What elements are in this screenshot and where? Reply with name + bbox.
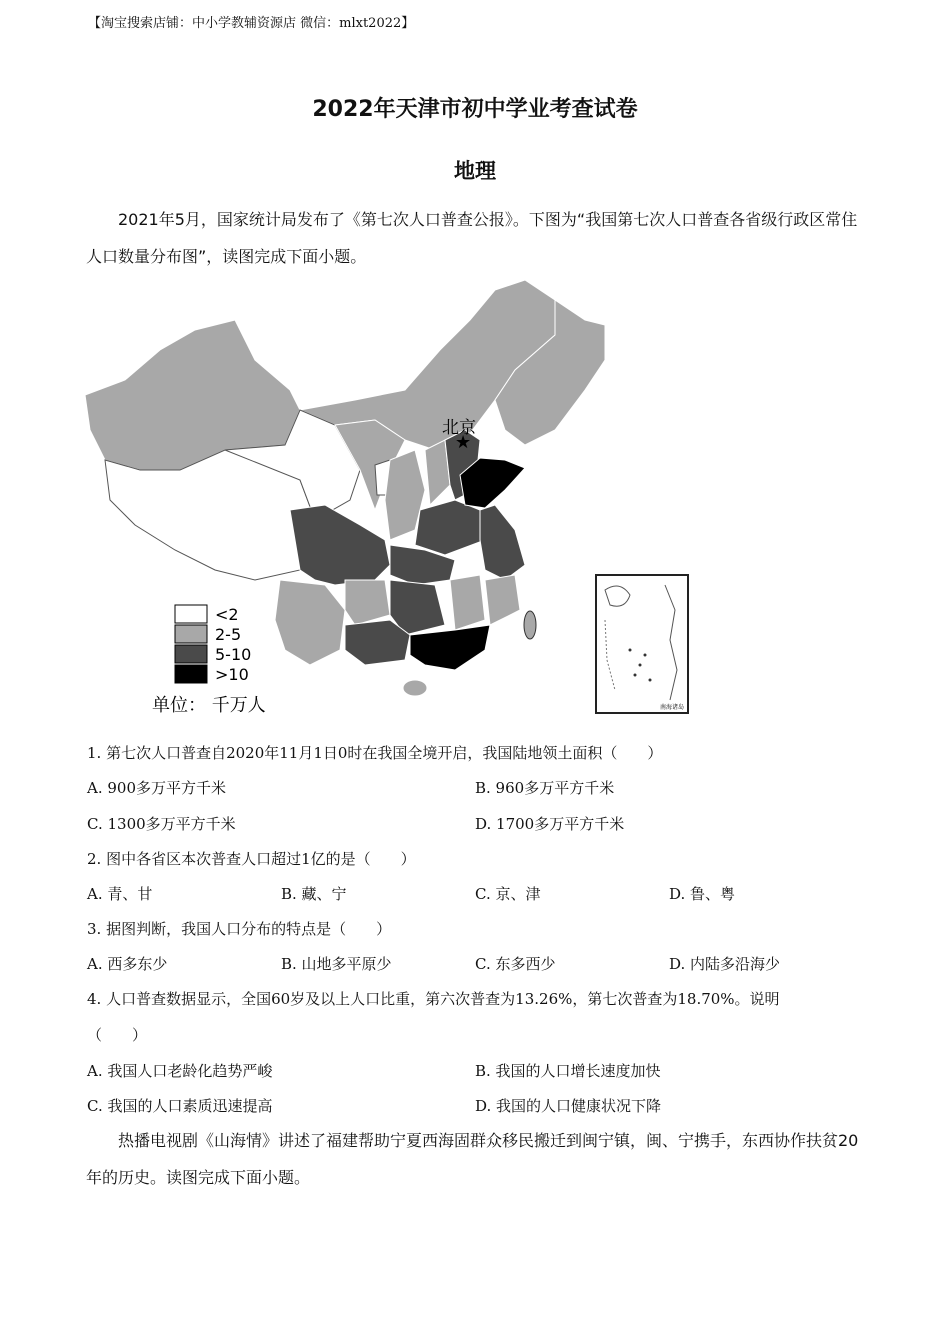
question-1-option-b[interactable]: B. 960多万平方千米	[475, 779, 615, 797]
question-1-option-a[interactable]: A. 900多万平方千米	[87, 779, 226, 797]
star-icon: ★	[455, 432, 472, 453]
question-2-option-a[interactable]: A. 青、甘	[87, 885, 153, 903]
region-jiangsu-anhui	[480, 505, 525, 580]
map-legend	[152, 605, 266, 716]
question-4-option-d[interactable]: D. 我国的人口健康状况下降	[475, 1097, 662, 1115]
question-2-option-d[interactable]: D. 鲁、粤	[669, 885, 736, 903]
question-2-option-c[interactable]: C. 京、津	[475, 885, 541, 903]
question-3-option-a[interactable]: A. 西多东少	[87, 955, 168, 973]
question-4-stem-continued: （ ）	[87, 1026, 148, 1044]
question-3-option-c[interactable]: C. 东多西少	[475, 955, 556, 973]
region-yunnan	[275, 580, 345, 665]
legend-swatch-gt10	[175, 665, 207, 683]
region-sichuan	[290, 505, 390, 585]
population-map-figure	[85, 280, 695, 720]
legend-label-gt10: >10	[215, 665, 249, 684]
question-3-option-b[interactable]: B. 山地多平原少	[281, 955, 392, 973]
question-2-option-b[interactable]: B. 藏、宁	[281, 885, 347, 903]
inset-label: 南海诸岛	[660, 704, 685, 711]
question-1-option-c[interactable]: C. 1300多万平方千米	[87, 815, 236, 833]
subject-title: 地理	[454, 159, 496, 183]
header-note: 【淘宝搜索店铺：中小学教辅资源店 微信：mlxt2022】	[88, 16, 415, 31]
south-china-sea-inset	[596, 575, 688, 713]
region-taiwan	[524, 611, 536, 639]
legend-swatch-5-10	[175, 645, 207, 663]
question-4-option-c[interactable]: C. 我国的人口素质迅速提高	[87, 1097, 273, 1115]
legend-swatch-lt2	[175, 605, 207, 623]
region-hainan	[403, 680, 427, 696]
question-4-option-b[interactable]: B. 我国的人口增长速度加快	[475, 1062, 661, 1080]
legend-label-5-10: 5-10	[215, 645, 252, 664]
question-4-stem: 4. 人口普查数据显示，全国60岁及以上人口比重，第六次普查为13.26%，第七次普查为18.70%。说明	[87, 990, 780, 1008]
region-jiangxi	[450, 575, 485, 630]
intro-paragraph-1: 2021年5月，国家统计局发布了《第七次人口普查公报》。下图为“我国第七次人口普查各省级行政区常住人口数量分布图”，读图完成下面小题。	[86, 210, 858, 266]
question-1-stem: 1. 第七次人口普查自2020年11月1日0时在我国全境开启，我国陆地领土面积（ ）	[87, 744, 663, 762]
capital-label: 北京	[442, 418, 476, 438]
china-population-map	[85, 280, 695, 720]
question-3-stem: 3. 据图判断，我国人口分布的特点是（ ）	[87, 920, 392, 938]
document-title: 2022年天津市初中学业考查试卷	[312, 97, 638, 122]
region-guizhou	[345, 580, 390, 625]
legend-swatch-2-5	[175, 625, 207, 643]
question-1-option-d[interactable]: D. 1700多万平方千米	[475, 815, 625, 833]
question-3-option-d[interactable]: D. 内陆多沿海少	[669, 955, 781, 973]
legend-label-2-5: 2-5	[215, 625, 242, 644]
region-henan	[415, 500, 485, 555]
legend-unit: 单位： 千万人	[152, 695, 266, 716]
question-4-option-a[interactable]: A. 我国人口老龄化趋势严峻	[87, 1062, 273, 1080]
region-guangdong	[410, 625, 490, 670]
legend-label-lt2: <2	[215, 605, 239, 624]
region-fujian	[485, 575, 520, 625]
intro-paragraph-2: 热播电视剧《山海情》讲述了福建帮助宁夏西海固群众移民搬迁到闽宁镇，闽、宁携手，东西协作扶贫20年的历史。读图完成下面小题。	[86, 1131, 859, 1187]
question-2-stem: 2. 图中各省区本次普查人口超过1亿的是（ ）	[87, 850, 416, 868]
